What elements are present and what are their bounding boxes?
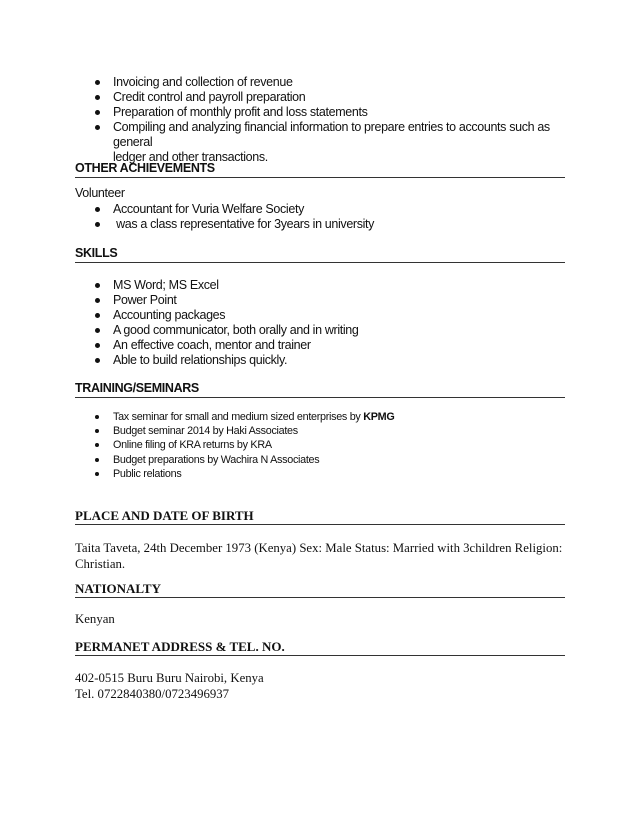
training-heading: TRAINING/SEMINARS	[75, 381, 565, 398]
bullet-icon	[95, 298, 100, 303]
list-item: Credit control and payroll preparation	[75, 90, 565, 105]
list-item: An effective coach, mentor and trainer	[75, 338, 565, 353]
kpmg-bold: KPMG	[363, 411, 395, 423]
bullet-icon	[95, 80, 100, 85]
bullet-icon	[95, 110, 100, 115]
list-item: Budget preparations by Wachira N Associates	[75, 453, 565, 467]
list-item: Invoicing and collection of revenue	[75, 75, 565, 90]
list-item: Able to build relationships quickly.	[75, 353, 565, 368]
training-list	[75, 410, 565, 481]
bullet-icon	[95, 458, 99, 462]
duties-list	[75, 75, 565, 165]
bullet-icon	[95, 95, 100, 100]
skills-heading: SKILLS	[75, 246, 565, 263]
list-item: Preparation of monthly profit and loss statements	[75, 105, 565, 120]
list-item: Accountant for Vuria Welfare Society	[75, 202, 565, 217]
skills-list	[75, 278, 565, 368]
bullet-icon	[95, 207, 100, 212]
birth-heading: PLACE AND DATE OF BIRTH	[75, 508, 565, 525]
list-item: Compiling and analyzing financial information to prepare entries to accounts such as general ledger and other transactions.	[75, 120, 565, 165]
bullet-icon	[95, 472, 99, 476]
bullet-icon	[95, 222, 100, 227]
bullet-icon	[95, 328, 100, 333]
bullet-icon	[95, 343, 100, 348]
bullet-icon	[95, 443, 99, 447]
address-line-1: 402-0515 Buru Buru Nairobi, Kenya	[75, 671, 264, 685]
bullet-icon	[95, 313, 100, 318]
address-heading: PERMANET ADDRESS & TEL. NO.	[75, 639, 565, 656]
nationality-text: Kenyan	[75, 612, 115, 626]
list-item: Tax seminar for small and medium sized enterprises by KPMG	[75, 410, 565, 424]
list-item: MS Word; MS Excel	[75, 278, 565, 293]
bullet-icon	[95, 358, 100, 363]
achievements-list	[75, 202, 565, 232]
list-item: Online filing of KRA returns by KRA	[75, 438, 565, 452]
bullet-icon	[95, 283, 100, 288]
birth-text: Taita Taveta, 24th December 1973 (Kenya) Sex: Male Status: Married with 3children Religion: Christian.	[75, 541, 563, 571]
list-item: was a class representative for 3years in university	[75, 217, 565, 232]
address-line-2: Tel. 0722840380/0723496937	[75, 687, 230, 701]
list-item: Public relations	[75, 467, 565, 481]
list-item: Budget seminar 2014 by Haki Associates	[75, 424, 565, 438]
bullet-icon	[95, 125, 100, 130]
bullet-icon	[95, 429, 99, 433]
list-item: Power Point	[75, 293, 565, 308]
list-item: A good communicator, both orally and in writing	[75, 323, 565, 338]
other-achievements-heading: OTHER ACHIEVEMENTS	[75, 161, 565, 178]
nationality-heading: NATIONALTY	[75, 581, 565, 598]
list-item: Accounting packages	[75, 308, 565, 323]
volunteer-label: Volunteer	[75, 186, 125, 200]
bullet-icon	[95, 415, 99, 419]
